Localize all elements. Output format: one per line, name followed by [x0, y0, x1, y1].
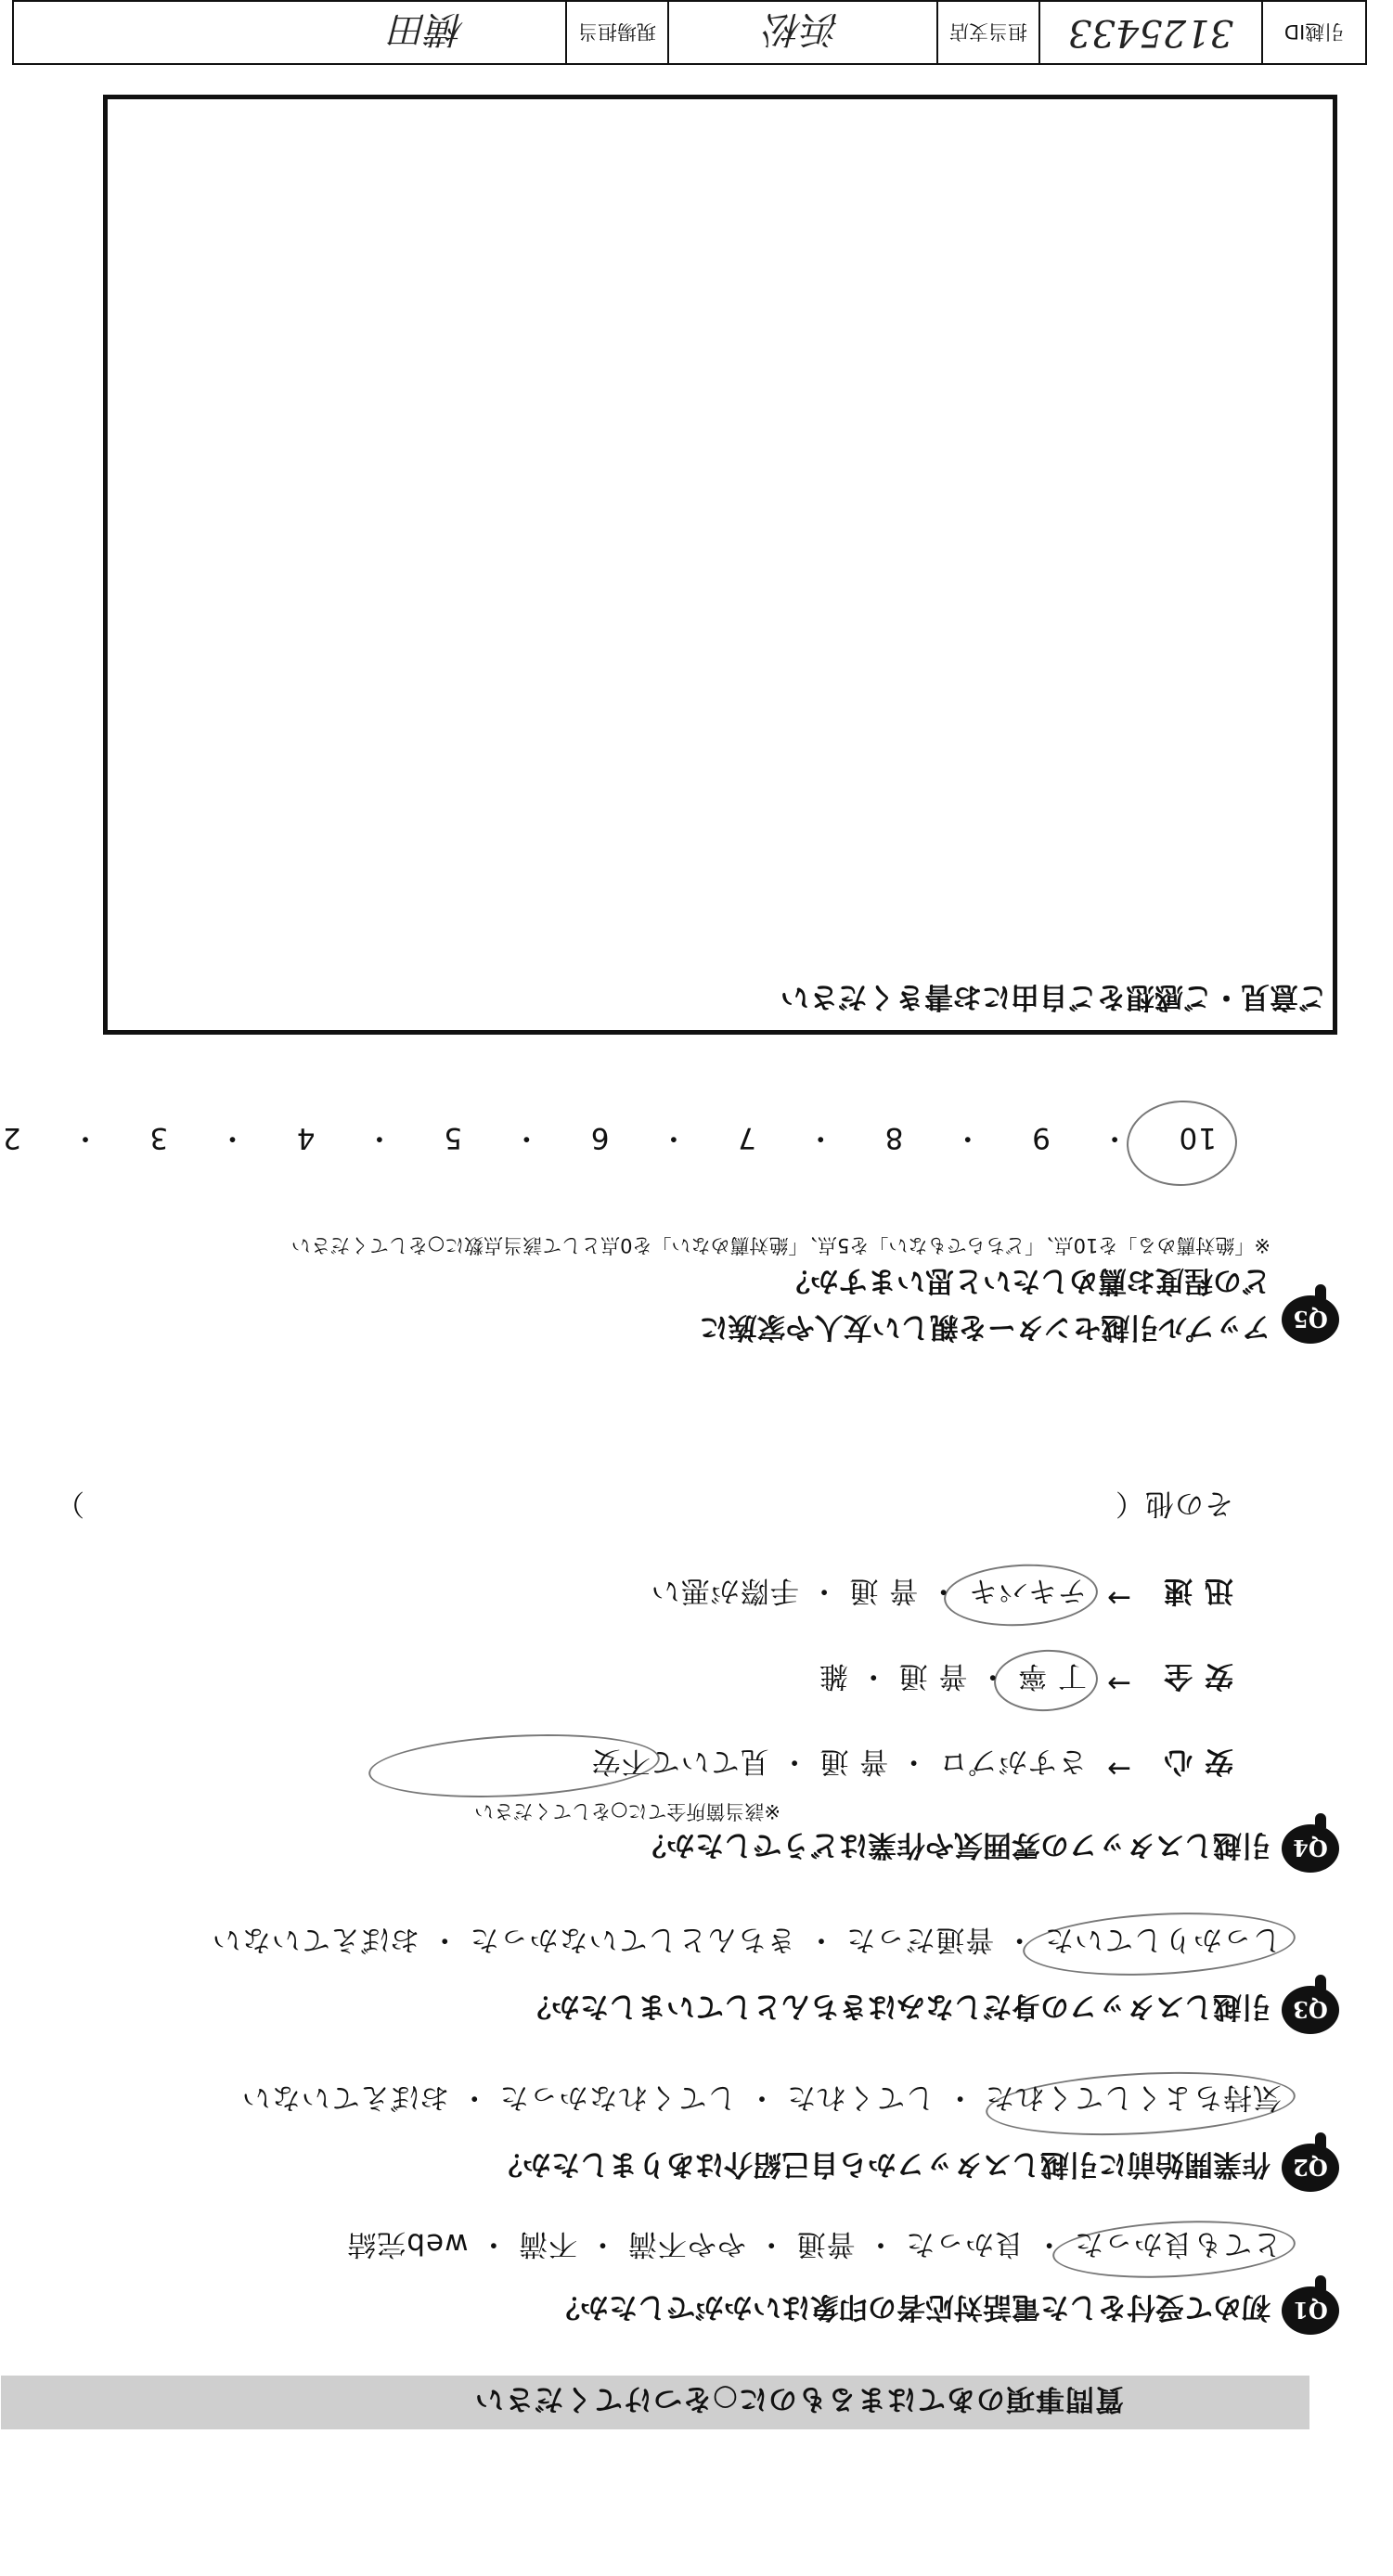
- q1-question: 初めて受付をした電話対応者の印象はいかがでしたか？: [551, 2290, 1270, 2324]
- scale-value: 8: [884, 1121, 904, 1154]
- q1-badge: Q1: [1282, 2286, 1339, 2335]
- q4-row-options: 丁 寧 ・ 普 通 ・ 雑: [818, 1659, 1087, 1693]
- q4-row-arrow: →: [1106, 1581, 1131, 1615]
- q4-note: ※該当箇所全てに○をしてください: [474, 1800, 780, 1823]
- id-value-cell: [1040, 2, 1263, 63]
- q4-row-arrow: →: [1106, 1752, 1131, 1785]
- q4-badge: Q4: [1282, 1824, 1339, 1873]
- instruction-text: 質問事項のあてはまるものに○をつけてください: [473, 2382, 1125, 2416]
- q5-badge: Q5: [1282, 1295, 1339, 1344]
- branch-label-cell: [938, 2, 1040, 63]
- id-value: 3125433: [1067, 11, 1234, 54]
- q4-row-label: 安 全: [1163, 1659, 1233, 1693]
- q4-question: 引越しスタッフの雰囲気や作業はどうでしたか？: [638, 1828, 1270, 1861]
- q3-options: しっかりしていた ・ 普通だった ・ きちんとしていなかった ・ おぼえていない: [211, 1923, 1282, 1956]
- branch-label: 担当支店: [949, 20, 1027, 43]
- scale-value: 2: [1, 1121, 21, 1154]
- q2-options: 気持ちよくしてくれた ・ してくれた ・ してくれなかった ・ おぼえていない: [240, 2080, 1282, 2114]
- q4-other-close: ）: [55, 1487, 84, 1520]
- scale-value: 6: [589, 1121, 610, 1154]
- branch-value-cell: [669, 2, 938, 63]
- q4-other-label: その他（: [1115, 1487, 1233, 1520]
- id-label: 引越ID: [1283, 20, 1345, 43]
- q5-scale: 10 ・ 9 ・ 8 ・ 7 ・ 6 ・ 5 ・ 4 ・ 3 ・ 2: [1, 1121, 1217, 1154]
- q5-question-line2: どの程度お薦めしたいと思いますか？: [781, 1264, 1270, 1297]
- q3-question: 引越しスタッフの身だしなみはきちんとしていましたか？: [522, 1990, 1270, 2023]
- manager-label: 現場担当: [578, 20, 656, 43]
- q3-badge: Q3: [1282, 1986, 1339, 2034]
- q5-question-line1: アップル引越センターを親しい友人や家族に: [699, 1310, 1270, 1344]
- q4-row-options: さすがプロ ・ 普 通 ・ 見ていて不安: [590, 1745, 1087, 1778]
- q4-row-label: 迅 速: [1163, 1574, 1233, 1607]
- branch-value: 浜松: [766, 7, 840, 51]
- scale-value: 9: [1031, 1121, 1051, 1154]
- q5-note: ※「絶対薦める」を10点、「どちらでもない」を5点、「絶対薦めない」を0点として該当点数に○をしてください: [290, 1234, 1270, 1256]
- manager-value: 横田: [391, 7, 465, 51]
- manager-label-cell: [567, 2, 669, 63]
- manager-value-cell: [12, 2, 567, 63]
- scale-value: 7: [737, 1121, 756, 1154]
- scale-value: 3: [148, 1121, 169, 1154]
- comment-label: ご意見・ご感想をご自由にお書きください: [780, 980, 1327, 1013]
- instruction-banner: [1, 2376, 1309, 2429]
- id-label-cell: [1263, 2, 1365, 63]
- comment-text[interactable]: [126, 130, 1314, 965]
- comment-box[interactable]: [103, 95, 1337, 1035]
- scale-value: 5: [443, 1121, 463, 1154]
- q2-badge: Q2: [1282, 2144, 1339, 2192]
- id-table: [12, 0, 1367, 65]
- q1-options: とても良かった ・ 良かった ・ 普通 ・ やや不満 ・ 不満 ・ web完結: [346, 2227, 1282, 2260]
- q4-row-label: 安 心: [1163, 1745, 1233, 1778]
- q4-row-options: テキパキ ・ 普 通 ・ 手際が悪い: [650, 1574, 1087, 1607]
- scale-value: 10: [1178, 1121, 1217, 1154]
- q2-question: 作業開始前に引越しスタッフから自己紹介はありましたか？: [494, 2147, 1270, 2181]
- q4-row-arrow: →: [1106, 1667, 1131, 1700]
- scale-value: 4: [295, 1121, 316, 1154]
